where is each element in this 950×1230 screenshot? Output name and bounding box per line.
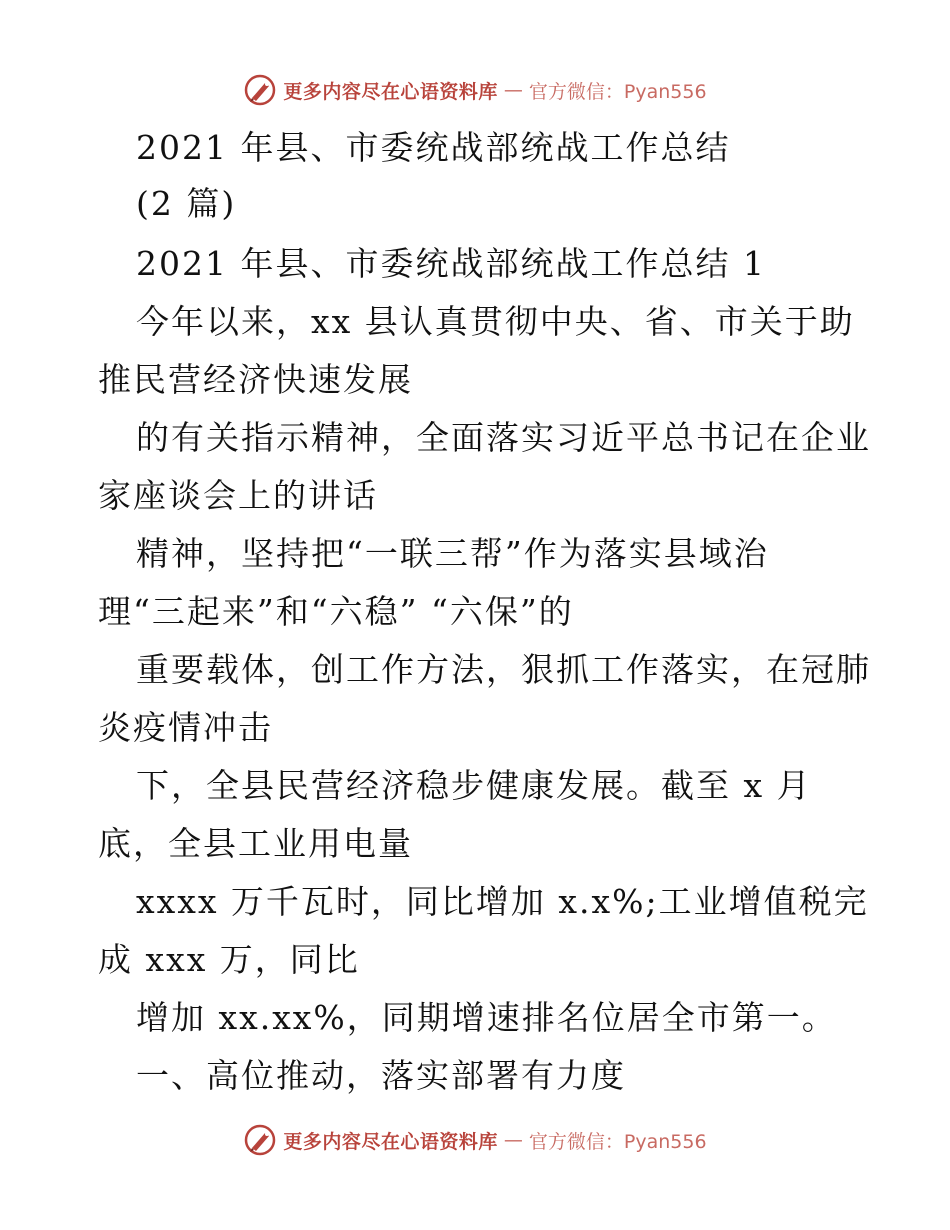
section-title: 2021 年县、市委统战部统战工作总结 1: [136, 244, 766, 283]
banner-wechat: 官方微信：Pyan556: [528, 80, 707, 103]
paragraph-line: 重要载体，创工作方法，狠抓工作落实，在冠肺: [136, 650, 871, 689]
paragraph-line: 今年以来，xx 县认真贯彻中央、省、市关于助: [136, 302, 855, 341]
banner-wechat: 官方微信：Pyan556: [528, 1130, 707, 1153]
banner-dash: —: [503, 1129, 523, 1151]
paragraph-line: 家座谈会上的讲话: [98, 476, 378, 515]
banner-text: 更多内容尽在心语资料库: [283, 1130, 498, 1153]
paragraph-line: 推民营经济快速发展: [98, 360, 413, 399]
pen-logo-icon: [243, 1123, 277, 1157]
paragraph-line: 理“三起来”和“六稳” “六保”的: [98, 592, 574, 631]
section-heading: 一、高位推动，落实部署有力度: [136, 1056, 626, 1095]
paragraph-line: 底，全县工业用电量: [98, 824, 413, 863]
paragraph-line: 的有关指示精神，全面落实习近平总书记在企业: [136, 418, 871, 457]
paragraph-line: 成 xxx 万，同比: [98, 940, 360, 979]
paragraph-line: xxxx 万千瓦时，同比增加 x.x%;工业增值税完: [136, 882, 869, 921]
footer-watermark-banner: [0, 1120, 950, 1160]
pen-logo-icon: [243, 73, 277, 107]
paragraph-line: 炎疫情冲击: [98, 708, 273, 747]
paragraph-line: 下，全县民营经济稳步健康发展。截至 x 月: [136, 766, 812, 805]
header-watermark-banner: [0, 70, 950, 110]
document-subtitle: (2 篇): [136, 184, 237, 223]
paragraph-line: 精神，坚持把“一联三帮”作为落实县域治: [136, 534, 769, 573]
document-title: 2021 年县、市委统战部统战工作总结: [136, 128, 731, 167]
banner-text: 更多内容尽在心语资料库: [283, 80, 498, 103]
banner-dash: —: [503, 79, 523, 101]
paragraph-line: 增加 xx.xx%，同期增速排名位居全市第一。: [136, 998, 837, 1037]
